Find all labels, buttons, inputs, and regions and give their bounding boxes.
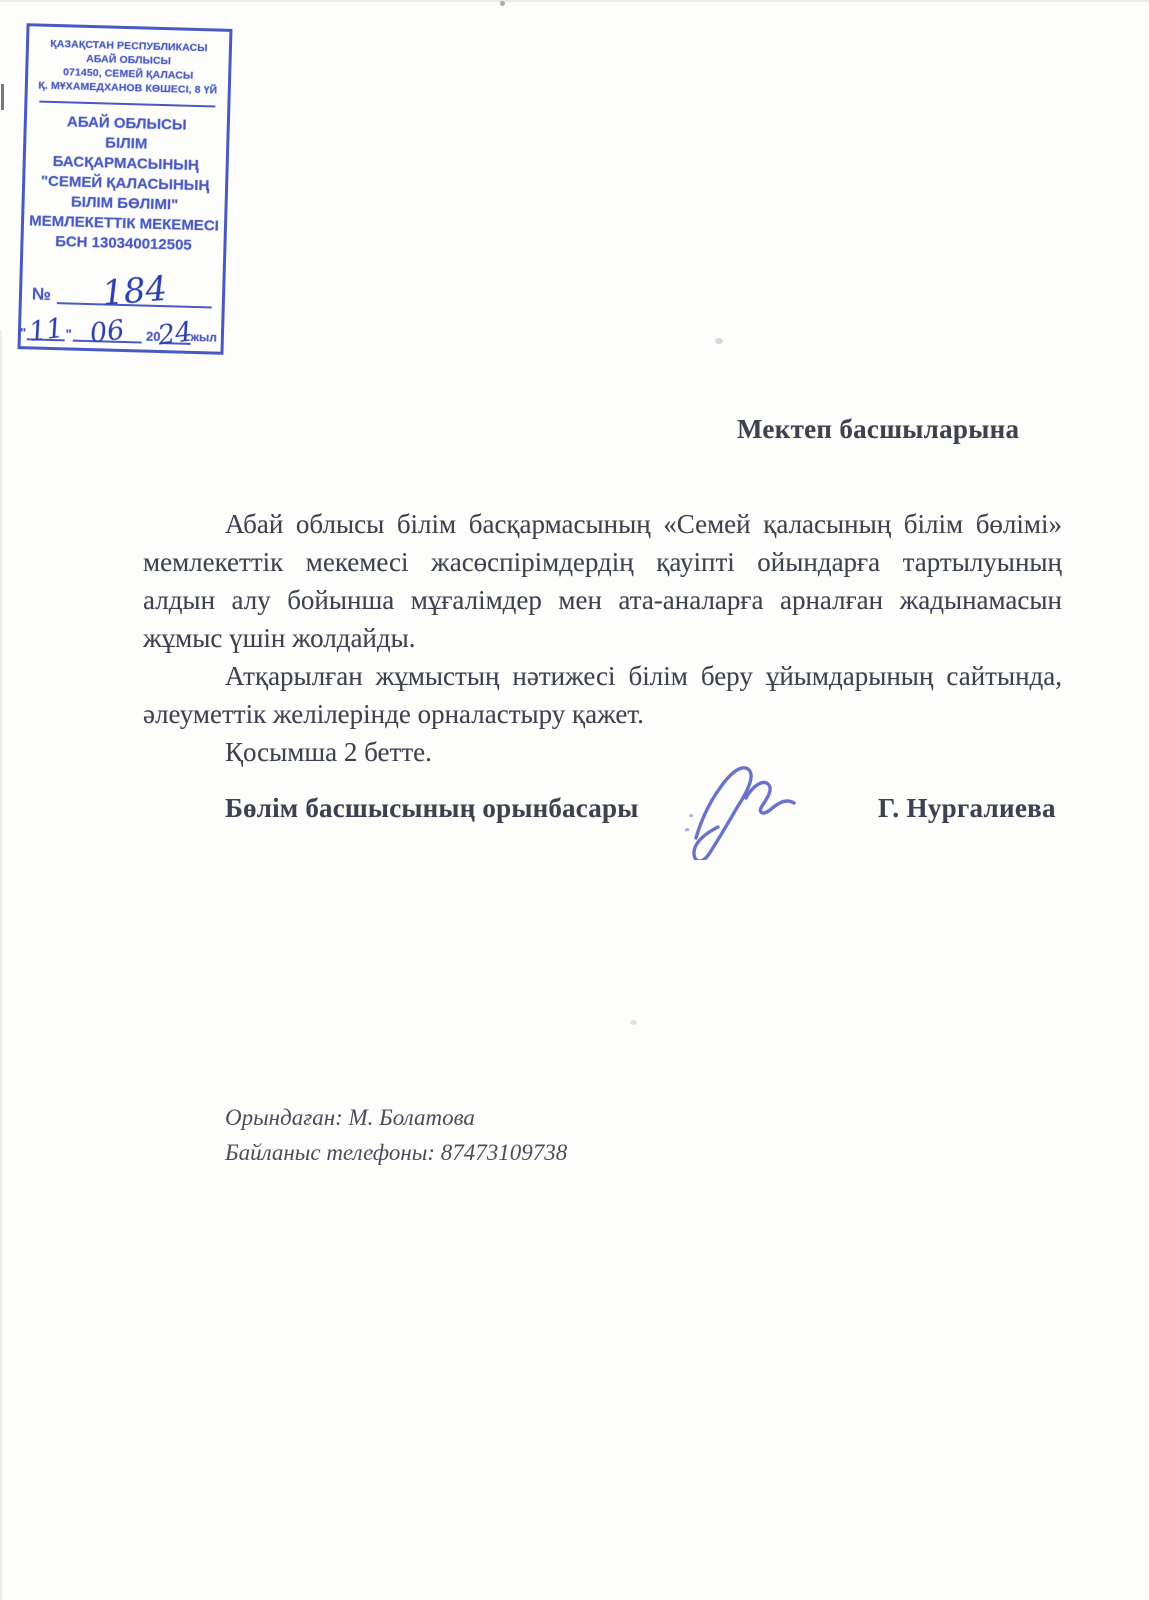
body-line: әлеуметтік желілерінде орналастыру қажет. [143,699,644,729]
body-line: Қосымша 2 бетте. [225,737,432,767]
date-open-quote: " [19,325,27,341]
scan-edge-artifact [0,0,1149,2]
stamp-region-line: АБАЙ ОБЛЫСЫ [86,52,172,68]
stamp-divider [39,101,215,108]
body-line: Абай облысы білім басқармасының «Семей қаласының білім бөлімі» [225,509,1062,539]
scan-speck [715,338,723,344]
signer-name: Г. Нургалиева [878,793,1056,823]
date-year-suffix: жыл [190,329,218,345]
stamp-address-block [32,36,225,97]
stamp-org-line: БІЛІМ БӨЛІМІ" [70,193,179,214]
stamp-org-line: "СЕМЕЙ ҚАЛАСЫНЫҢ [40,172,210,195]
letter-body [143,505,1062,771]
body-line: мемлекеттік мекемесі жасөспірімдердің қауіпті ойындарға тартылуының [143,547,1062,577]
stamp-organization-block [27,111,223,256]
executor-block [225,1100,567,1170]
stamp-city-line: 071450, СЕМЕЙ ҚАЛАСЫ [62,66,194,82]
handwritten-day: 11 [26,312,65,348]
body-line: алдын алу бойынша мұғалімдер мен ата-аналарға арналған жадынамасын [143,585,1062,615]
stamp-country-line: ҚАЗАҚСТАН РЕСПУБЛИКАСЫ [50,37,208,55]
stamp-org-line: МЕМЛЕКЕТТІК МЕКЕМЕСІ [28,212,220,235]
signer-position-title: Бөлім басшысының орынбасары [225,793,639,823]
handwritten-document-number: 184 [100,268,169,314]
stamp-org-line: АБАЙ ОБЛЫСЫ [66,113,187,134]
official-stamp [17,23,232,355]
scan-speck [630,1020,637,1025]
stamp-street-line: Қ. МҰХАМЕДХАНОВ КӨШЕСІ, 8 ҮЙ [38,79,218,97]
scan-edge-artifact [1,84,4,110]
stamp-number-row [31,259,213,314]
stamp-bin-line: БСН 130340012505 [55,233,192,254]
handwritten-year: 24 [156,316,195,352]
body-line: Атқарылған жұмыстың нәтижесі білім беру ұйымдарының сайтында, [225,661,1062,691]
date-year-underline [156,316,195,352]
body-line: жұмыс үшін жолдайды. [143,623,416,653]
date-month-underline [73,314,143,350]
date-year-prefix: 20 [145,328,161,345]
executor-phone-line: Байланыс телефоны: 87473109738 [225,1140,568,1165]
stamp-org-line: БІЛІМ БАСҚАРМАСЫНЫҢ [52,134,199,175]
scan-speck [500,1,505,6]
recipient-heading: Мектеп басшыларына [737,414,1020,444]
handwritten-month: 06 [88,314,127,350]
date-close-quote: " [65,326,72,342]
scan-edge-artifact [0,330,2,1600]
stamp-number-label: № [31,284,52,304]
executor-name-line: Орындаған: М. Болатова [225,1105,475,1130]
handwritten-signature [662,742,812,860]
stamp-number-underline [57,268,213,314]
date-day-underline [26,312,65,348]
